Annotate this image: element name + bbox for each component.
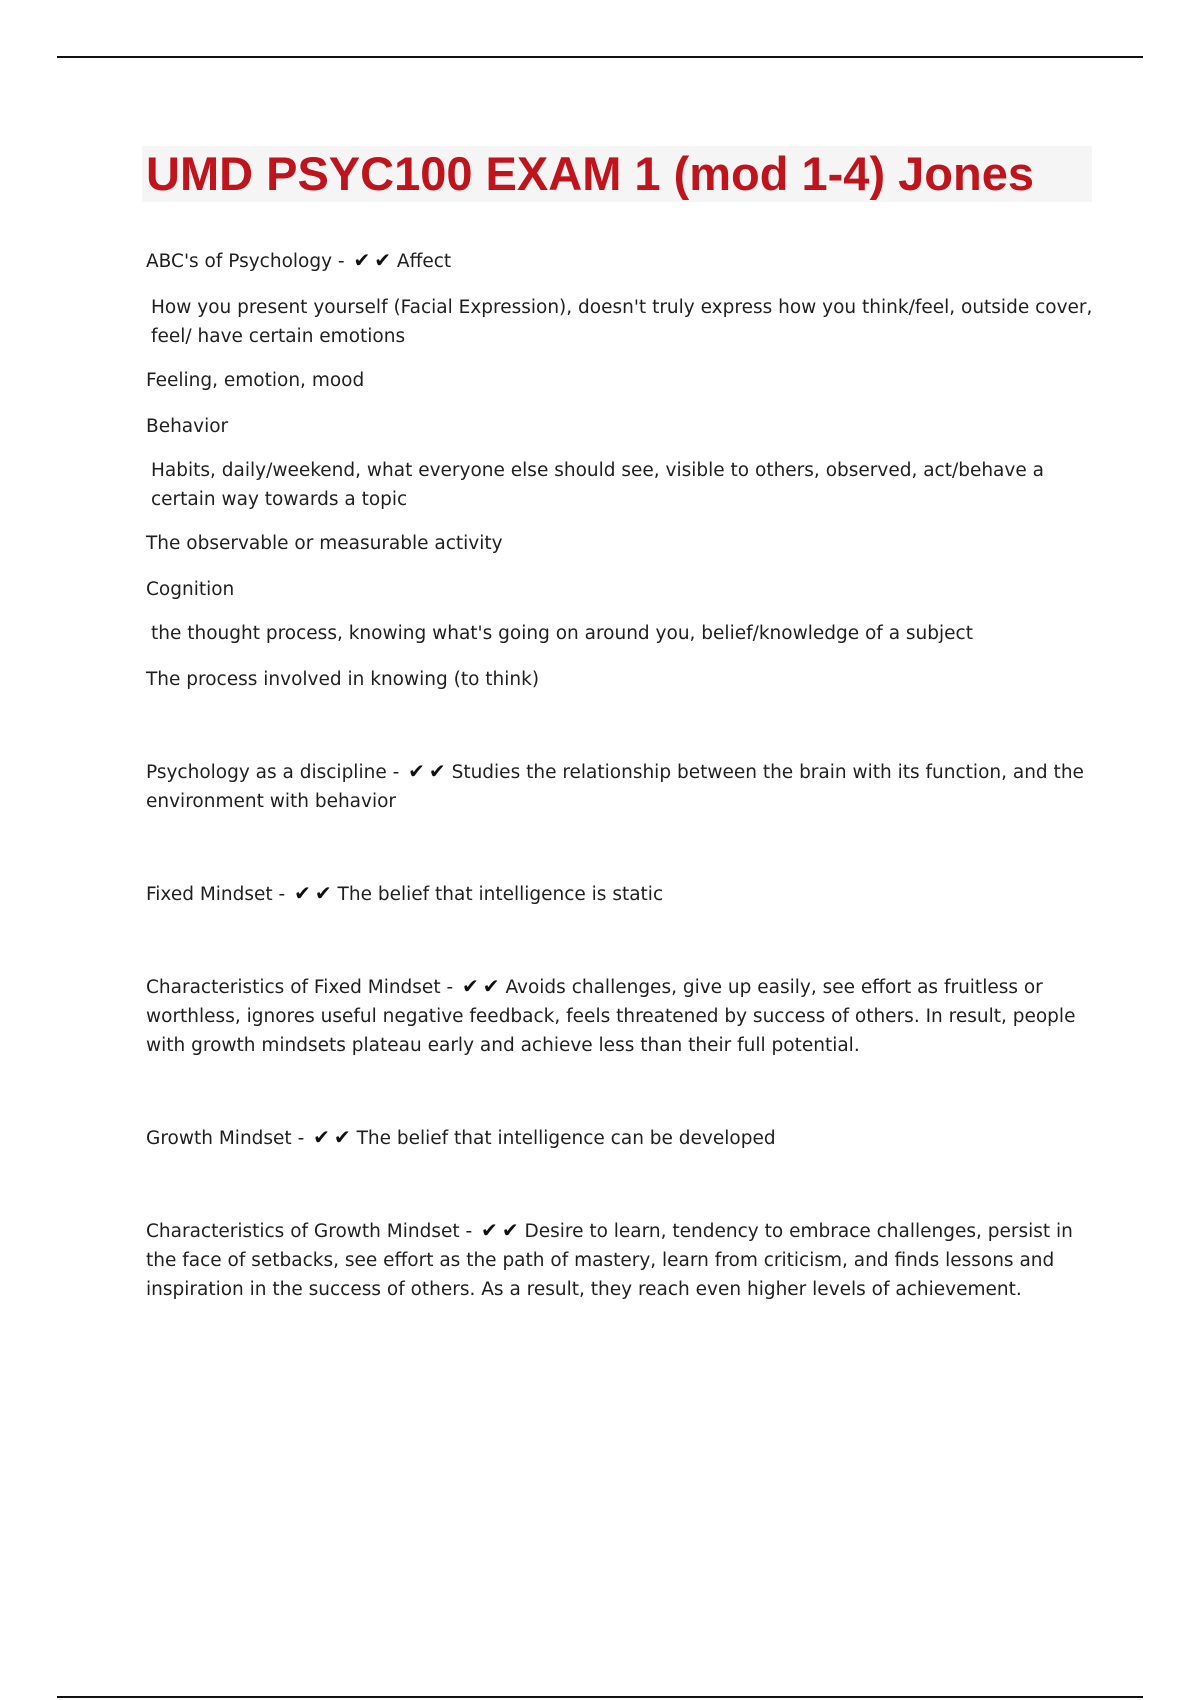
check-icon: ✔ [408,759,425,783]
qa-fixed-mindset [146,879,1096,909]
term-label: Characteristics of Growth Mindset - [146,1221,473,1242]
check-icon: ✔ [481,1218,498,1242]
detail-paragraph: Cognition [146,579,235,600]
check-icon: ✔ [501,1218,519,1242]
check-icon: ✔ [333,1125,351,1149]
qa-fixed-mindset-characteristics [146,972,1096,1060]
check-icon: ✔ [294,881,311,905]
detail-paragraph: How you present yourself (Facial Expression), doesn't truly express how you think/feel, outside cover, feel/ have certain emotions [151,297,1093,347]
check-icon: ✔ [314,881,332,905]
term-label: Characteristics of Fixed Mindset - [146,977,454,998]
answer-text: The belief that intelligence can be developed [356,1128,776,1149]
qa-psychology-discipline [146,757,1096,816]
qa-growth-mindset [146,1123,1096,1153]
term-label: Psychology as a discipline - [146,762,400,783]
answer-text: Desire to learn, tendency to embrace challenges, persist in the face of setbacks, see effort as the path of mastery, learn from criticism, and finds lessons and inspiration in the success of others. As a result, they reach even higher levels of achievement. [146,1221,1073,1300]
check-icon: ✔ [353,248,371,272]
answer-text: Studies the relationship between the brain with its function, and the environment with behavior [146,762,1084,812]
term-label: Fixed Mindset - [146,884,286,905]
check-icon: ✔ [428,759,446,783]
detail-paragraph: Feeling, emotion, mood [146,370,365,391]
qa-abc-psychology [146,246,1096,276]
document-body [146,246,1096,1304]
check-icon: ✔ [374,248,392,272]
term-label: ABC's of Psychology - [146,251,345,272]
page-title: UMD PSYC100 EXAM 1 (mod 1-4) Jones [146,147,1034,200]
detail-paragraph: The process involved in knowing (to think) [146,669,540,690]
check-icon: ✔ [462,974,479,998]
answer-text: Avoids challenges, give up easily, see effort as fruitless or worthless, ignores useful negative feedback, feels threatened by success of others. In result, people with growth mindsets plateau early and achieve less than their full potential. [146,977,1076,1056]
answer-text: Affect [396,251,452,272]
detail-paragraph: Habits, daily/weekend, what everyone else should see, visible to others, observed, act/behave a certain way towards a topic [151,460,1044,510]
check-icon: ✔ [482,974,500,998]
qa-growth-mindset-characteristics [146,1216,1096,1304]
detail-paragraph: the thought process, knowing what's going on around you, belief/knowledge of a subject [151,623,973,644]
check-icon: ✔ [313,1125,330,1149]
answer-text: The belief that intelligence is static [337,884,664,905]
term-label: Growth Mindset - [146,1128,305,1149]
top-rule [57,56,1143,58]
detail-paragraph: The observable or measurable activity [146,533,503,554]
detail-paragraph: Behavior [146,416,229,437]
bottom-rule [57,1696,1143,1698]
